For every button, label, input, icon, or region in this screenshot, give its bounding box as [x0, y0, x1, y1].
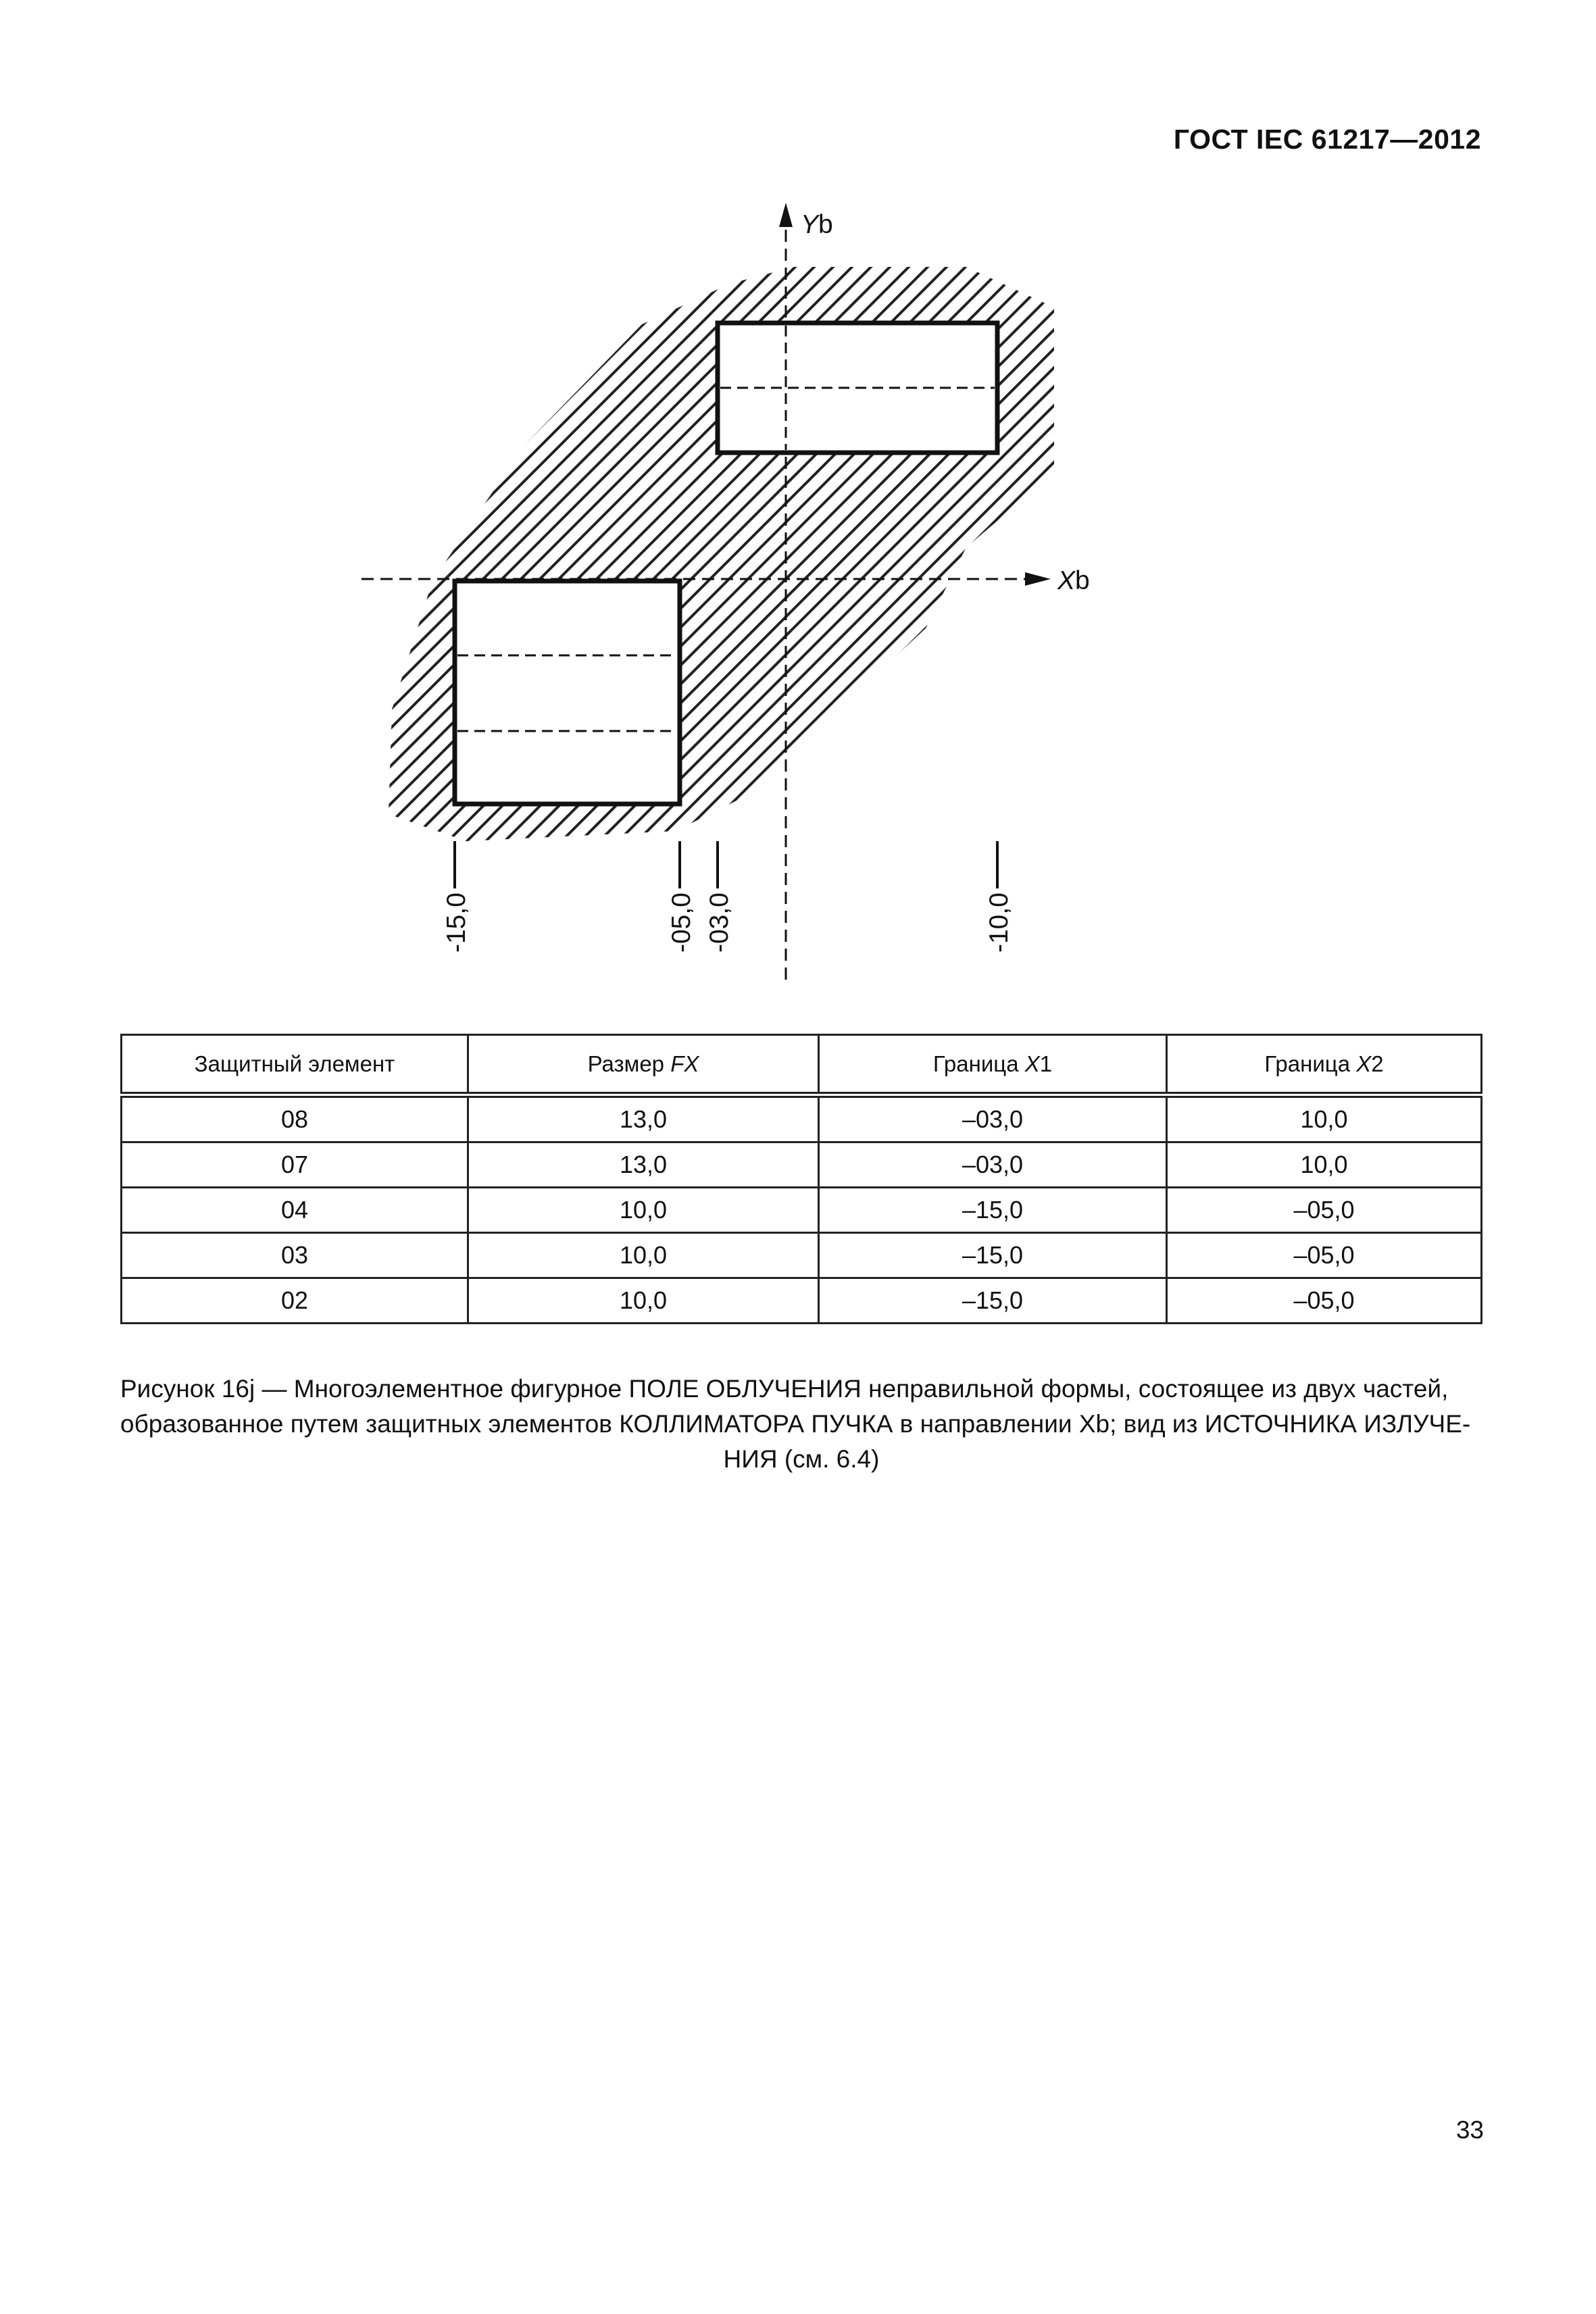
hatch-line	[665, 0, 1596, 946]
boundary-label-minus-10: -10,0	[984, 892, 1014, 953]
hatch-line	[551, 0, 1497, 946]
y-axis-label: Yb	[801, 210, 833, 239]
hatch-line	[873, 0, 1596, 946]
table-cell: –05,0	[1167, 1188, 1482, 1233]
table-cell: –05,0	[1167, 1278, 1482, 1324]
boundary-markers	[455, 841, 997, 888]
lower-field-rectangle	[455, 581, 680, 804]
hatch-line	[816, 0, 1596, 946]
boundary-label-minus-15: -15,0	[442, 892, 471, 953]
col-header-fx: Размер FX	[468, 1035, 819, 1095]
hatch-line	[268, 0, 1214, 946]
caption-line-2: образованное путем защитных элементов КОЛЛИМАТОРА ПУЧКА в направлении Xb; вид из ИСТОЧНИКА ИЗЛУЧЕ-	[120, 1410, 1471, 1438]
hatch-line	[646, 0, 1592, 946]
hatch-line	[987, 0, 1596, 946]
table-cell: 02	[122, 1278, 468, 1324]
hatch-line	[0, 0, 835, 946]
hatch-line	[1005, 0, 1596, 946]
hatch-line	[854, 0, 1596, 946]
table-cell: 04	[122, 1188, 468, 1233]
table-cell: –15,0	[819, 1188, 1167, 1233]
table-row	[122, 1188, 1482, 1233]
table-cell: –05,0	[1167, 1233, 1482, 1278]
hatch-line	[286, 0, 1232, 946]
table-cell: 13,0	[468, 1142, 819, 1188]
table-cell: 10,0	[468, 1188, 819, 1233]
hatch-line	[741, 0, 1596, 946]
table-cell: 10,0	[468, 1278, 819, 1324]
upper-field-rectangle	[718, 323, 997, 453]
table-cell: 08	[122, 1095, 468, 1142]
hatch-line	[211, 0, 1157, 946]
x-axis-arrow-icon	[1025, 572, 1051, 586]
col-header-x2: Граница X2	[1167, 1035, 1482, 1095]
table-cell: 07	[122, 1142, 468, 1188]
boundary-label-minus-05: -05,0	[667, 892, 696, 953]
table-cell: 10,0	[1167, 1142, 1482, 1188]
collimator-elements-table	[120, 1034, 1482, 1324]
hatch-line	[892, 0, 1596, 946]
hatch-line	[570, 0, 1516, 946]
table-cell: –15,0	[819, 1233, 1167, 1278]
hatch-line	[684, 0, 1596, 946]
hatch-line	[305, 0, 1251, 946]
hatched-penumbra-region	[0, 0, 1596, 946]
caption-line-3: НИЯ (см. 6.4)	[723, 1445, 880, 1473]
hatch-line	[589, 0, 1535, 946]
caption-line-1: Рисунок 16j — Многоэлементное фигурное ПОЛЕ ОБЛУЧЕНИЯ неправильной формы, состоящее из двух частей,	[120, 1375, 1449, 1403]
table-cell: 10,0	[468, 1233, 819, 1278]
hatch-line	[949, 0, 1596, 946]
document-standard-header: ГОСТ IEC 61217—2012	[1173, 124, 1481, 155]
hatch-line	[797, 0, 1596, 946]
hatch-line	[759, 0, 1596, 946]
table-row	[122, 1233, 1482, 1278]
figure-caption	[120, 1372, 1482, 1477]
hatch-line	[627, 0, 1573, 946]
table-row	[122, 1142, 1482, 1188]
hatch-line	[968, 0, 1596, 946]
hatch-line	[911, 0, 1596, 946]
hatch-line	[778, 0, 1596, 946]
table-row	[122, 1278, 1482, 1324]
table-cell: –15,0	[819, 1278, 1167, 1324]
x-axis-label: Xb	[1057, 566, 1090, 595]
hatch-line	[930, 0, 1596, 946]
col-header-x1: Граница X1	[819, 1035, 1167, 1095]
table-cell: –03,0	[819, 1095, 1167, 1142]
hatch-line	[230, 0, 1176, 946]
irradiation-field-diagram	[0, 0, 1596, 1013]
col-header-element: Защитный элемент	[122, 1035, 468, 1095]
table-header-row	[122, 1035, 1482, 1095]
y-axis-arrow-icon	[779, 203, 793, 227]
table-cell: 13,0	[468, 1095, 819, 1142]
boundary-label-minus-03: -03,0	[705, 892, 734, 953]
hatch-line	[249, 0, 1195, 946]
table-cell: 10,0	[1167, 1095, 1482, 1142]
table-row	[122, 1095, 1482, 1142]
table-cell: 03	[122, 1233, 468, 1278]
table-cell: –03,0	[819, 1142, 1167, 1188]
page-number: 33	[1455, 2116, 1484, 2144]
hatch-line	[608, 0, 1554, 946]
